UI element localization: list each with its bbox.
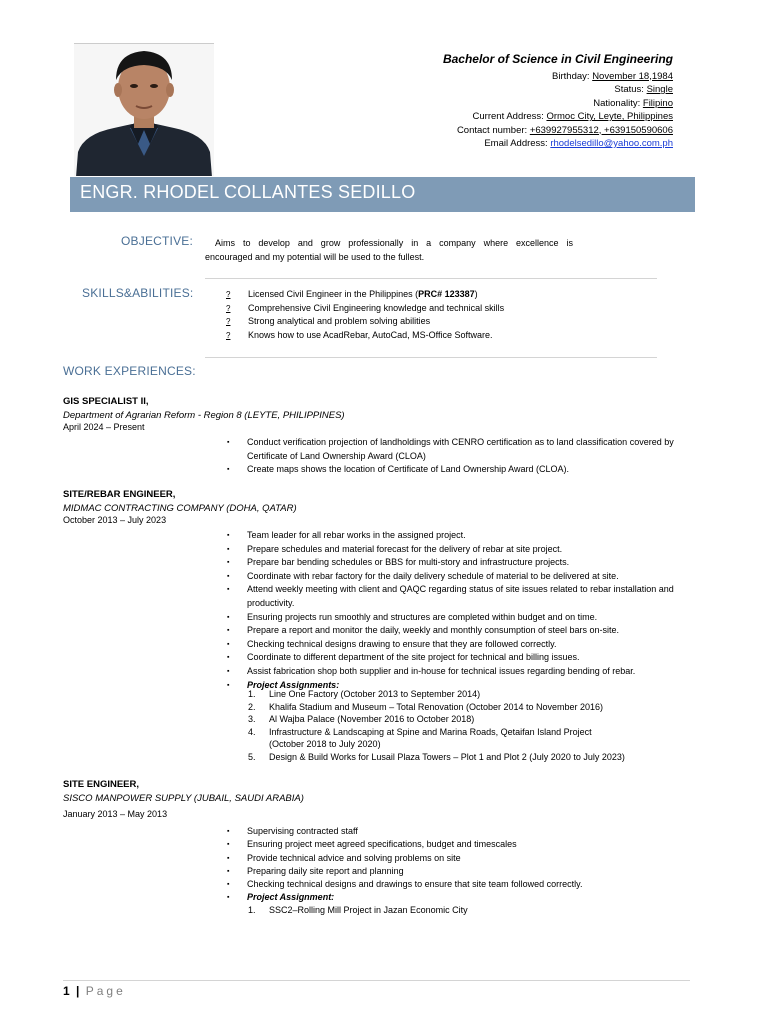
project-item: 4. Infrastructure & Landscaping at Spine and Marina Roads, Qetaifan Island Project (October 2018 to July 2020): [248, 726, 592, 749]
profile-photo: [74, 43, 214, 176]
email-row: Email Address: rhodelsedillo@yahoo.com.ph: [484, 138, 673, 149]
project-item: 5. Design & Build Works for Lusail Plaza Towers – Plot 1 and Plot 2 (July 2020 to July 2023): [248, 751, 625, 762]
duty-item: ▪ Checking technical designs and drawings to ensure that site team followed correctly.: [227, 878, 687, 891]
contact-row: Contact number: +639927955312, +639150590606: [456, 124, 673, 136]
skill-item: ? Comprehensive Civil Engineering knowledge and technical skills: [226, 302, 504, 316]
skills-list: [226, 288, 504, 342]
duty-item: ▪ Prepare schedules and material forecast for the delivery of rebar at site project.: [227, 543, 687, 557]
work-experiences-heading: WORK EXPERIENCES:: [63, 364, 196, 378]
objective-text: [205, 236, 573, 264]
project-item: 2. Khalifa Stadium and Museum – Total Renovation (October 2014 to November 2016): [248, 701, 604, 712]
duty-item: ▪ Provide technical advice and solving problems on site: [227, 852, 687, 865]
status-row: Status: Single: [614, 84, 673, 95]
birthday-row: Birthday: November 18,1984: [552, 70, 673, 82]
skill-item: ? Strong analytical and problem solving abilities: [226, 315, 504, 329]
duty-item: ▪ Assist fabrication shop both supplier and in-house for technical issues regarding bending of rebar.: [227, 665, 687, 679]
project-item: 1. Line One Factory (October 2013 to September 2014): [248, 689, 481, 699]
skills-heading: SKILLS&ABILITIES:: [82, 286, 194, 300]
address-row: Current Address: Ormoc City, Leyte, Philippines: [472, 111, 673, 122]
job-dates: January 2013 – May 2013: [63, 809, 168, 819]
job-duties-list: [227, 436, 687, 477]
project-item: 3. Al Wajba Palace (November 2016 to October 2018): [248, 714, 475, 724]
duty-item: ▪ Prepare bar bending schedules or BBS for multi-story and infrastructure projects.: [227, 556, 687, 570]
duty-item: ▪ Coordinate with rebar factory for the daily delivery schedule of material to be delivered at site.: [227, 570, 687, 584]
duty-item: ▪ Ensuring projects run smoothly and structures are completed within budget and on time.: [227, 611, 687, 625]
job-dates: April 2024 – Present: [63, 422, 145, 432]
candidate-name: ENGR. RHODEL COLLANTES SEDILLO: [80, 182, 416, 202]
status-value: Single: [646, 84, 673, 95]
job-entry: [63, 489, 703, 525]
job-title: GIS SPECIALIST II,: [63, 396, 149, 407]
job-entry: [63, 779, 703, 819]
page-word: Page: [85, 984, 126, 998]
duty-item: ▪ Checking technical designs drawing to ensure that they are followed correctly.: [227, 638, 687, 652]
duty-item: ▪ Coordinate to different department of the site project for technical and billing issues.: [227, 651, 687, 665]
job-entry: [63, 396, 703, 432]
section-divider: [205, 357, 657, 358]
job-title: SITE ENGINEER,: [63, 779, 140, 790]
company-name: Department of Agrarian Reform - Region 8 (LEYTE, PHILIPPINES): [63, 410, 345, 421]
objective-line-2: encouraged and my potential will be used to the fullest.: [205, 252, 425, 262]
job-duties-list: [227, 529, 687, 692]
objective-heading: OBJECTIVE:: [121, 234, 194, 248]
duty-item: ▪ Ensuring project meet agreed specifications, budget and timescales: [227, 838, 687, 851]
page-number: 1: [63, 984, 72, 998]
duty-item: ▪ Supervising contracted staff: [227, 825, 687, 838]
job-duties-list: [227, 825, 687, 905]
objective-line-1: Aims to develop and grow professionally in a company where excellence is: [215, 238, 573, 248]
skill-item: ? Knows how to use AcadRebar, AutoCad, MS-Office Software.: [226, 329, 504, 343]
project-list: [248, 904, 688, 917]
project-list: [248, 688, 688, 763]
project-item: 1. SSC2–Rolling Mill Project in Jazan Economic City: [248, 905, 468, 915]
duty-item: ▪ Prepare a report and monitor the daily, weekly and monthly consumption of steel bars on-site.: [227, 624, 687, 638]
page-footer: 1 | Page: [63, 984, 126, 998]
contact-value: +639927955312, +639150590606: [529, 124, 673, 136]
duty-item: ▪ Create maps shows the location of Certificate of Land Ownership Award (CLOA).: [227, 463, 687, 477]
prc-number: PRC# 123387: [418, 289, 475, 299]
contact-info: [443, 53, 673, 151]
duty-item: ▪ Conduct verification projection of landholdings with CENRO certification as to land classification covered by Certificate of Land Ownership Award (CLOA): [227, 436, 687, 463]
project-assignment-label: ▪ Project Assignment:: [227, 891, 687, 904]
address-value: Ormoc City, Leyte, Philippines: [546, 111, 673, 122]
job-title: SITE/REBAR ENGINEER,: [63, 489, 176, 500]
company-name: MIDMAC CONTRACTING COMPANY (DOHA, QATAR): [63, 503, 297, 514]
person-portrait-image: [74, 44, 214, 176]
duty-item: ▪ Team leader for all rebar works in the assigned project.: [227, 529, 687, 543]
company-name: SISCO MANPOWER SUPPLY (JUBAIL, SAUDI ARABIA): [63, 793, 304, 804]
name-banner: [70, 177, 695, 212]
duty-item: ▪ Preparing daily site report and planning: [227, 865, 687, 878]
duty-item: ▪ Attend weekly meeting with client and QAQC regarding status of site issues related to rebar installation and productivity.: [227, 583, 687, 610]
degree-title: Bachelor of Science in Civil Engineering: [442, 52, 673, 66]
nationality-value: Filipino: [642, 97, 673, 109]
nationality-row: Nationality: Filipino: [593, 97, 673, 109]
birthday-value: November 18,1984: [592, 70, 673, 82]
section-divider: [205, 278, 657, 279]
skill-item: ? Licensed Civil Engineer in the Philippines (PRC# 123387): [226, 288, 504, 302]
email-link[interactable]: rhodelsedillo@yahoo.com.ph: [550, 138, 673, 149]
project-assignments-label: ▪ Project Assignments:: [227, 679, 687, 693]
footer-divider: [63, 980, 690, 981]
job-dates: October 2013 – July 2023: [63, 515, 167, 525]
